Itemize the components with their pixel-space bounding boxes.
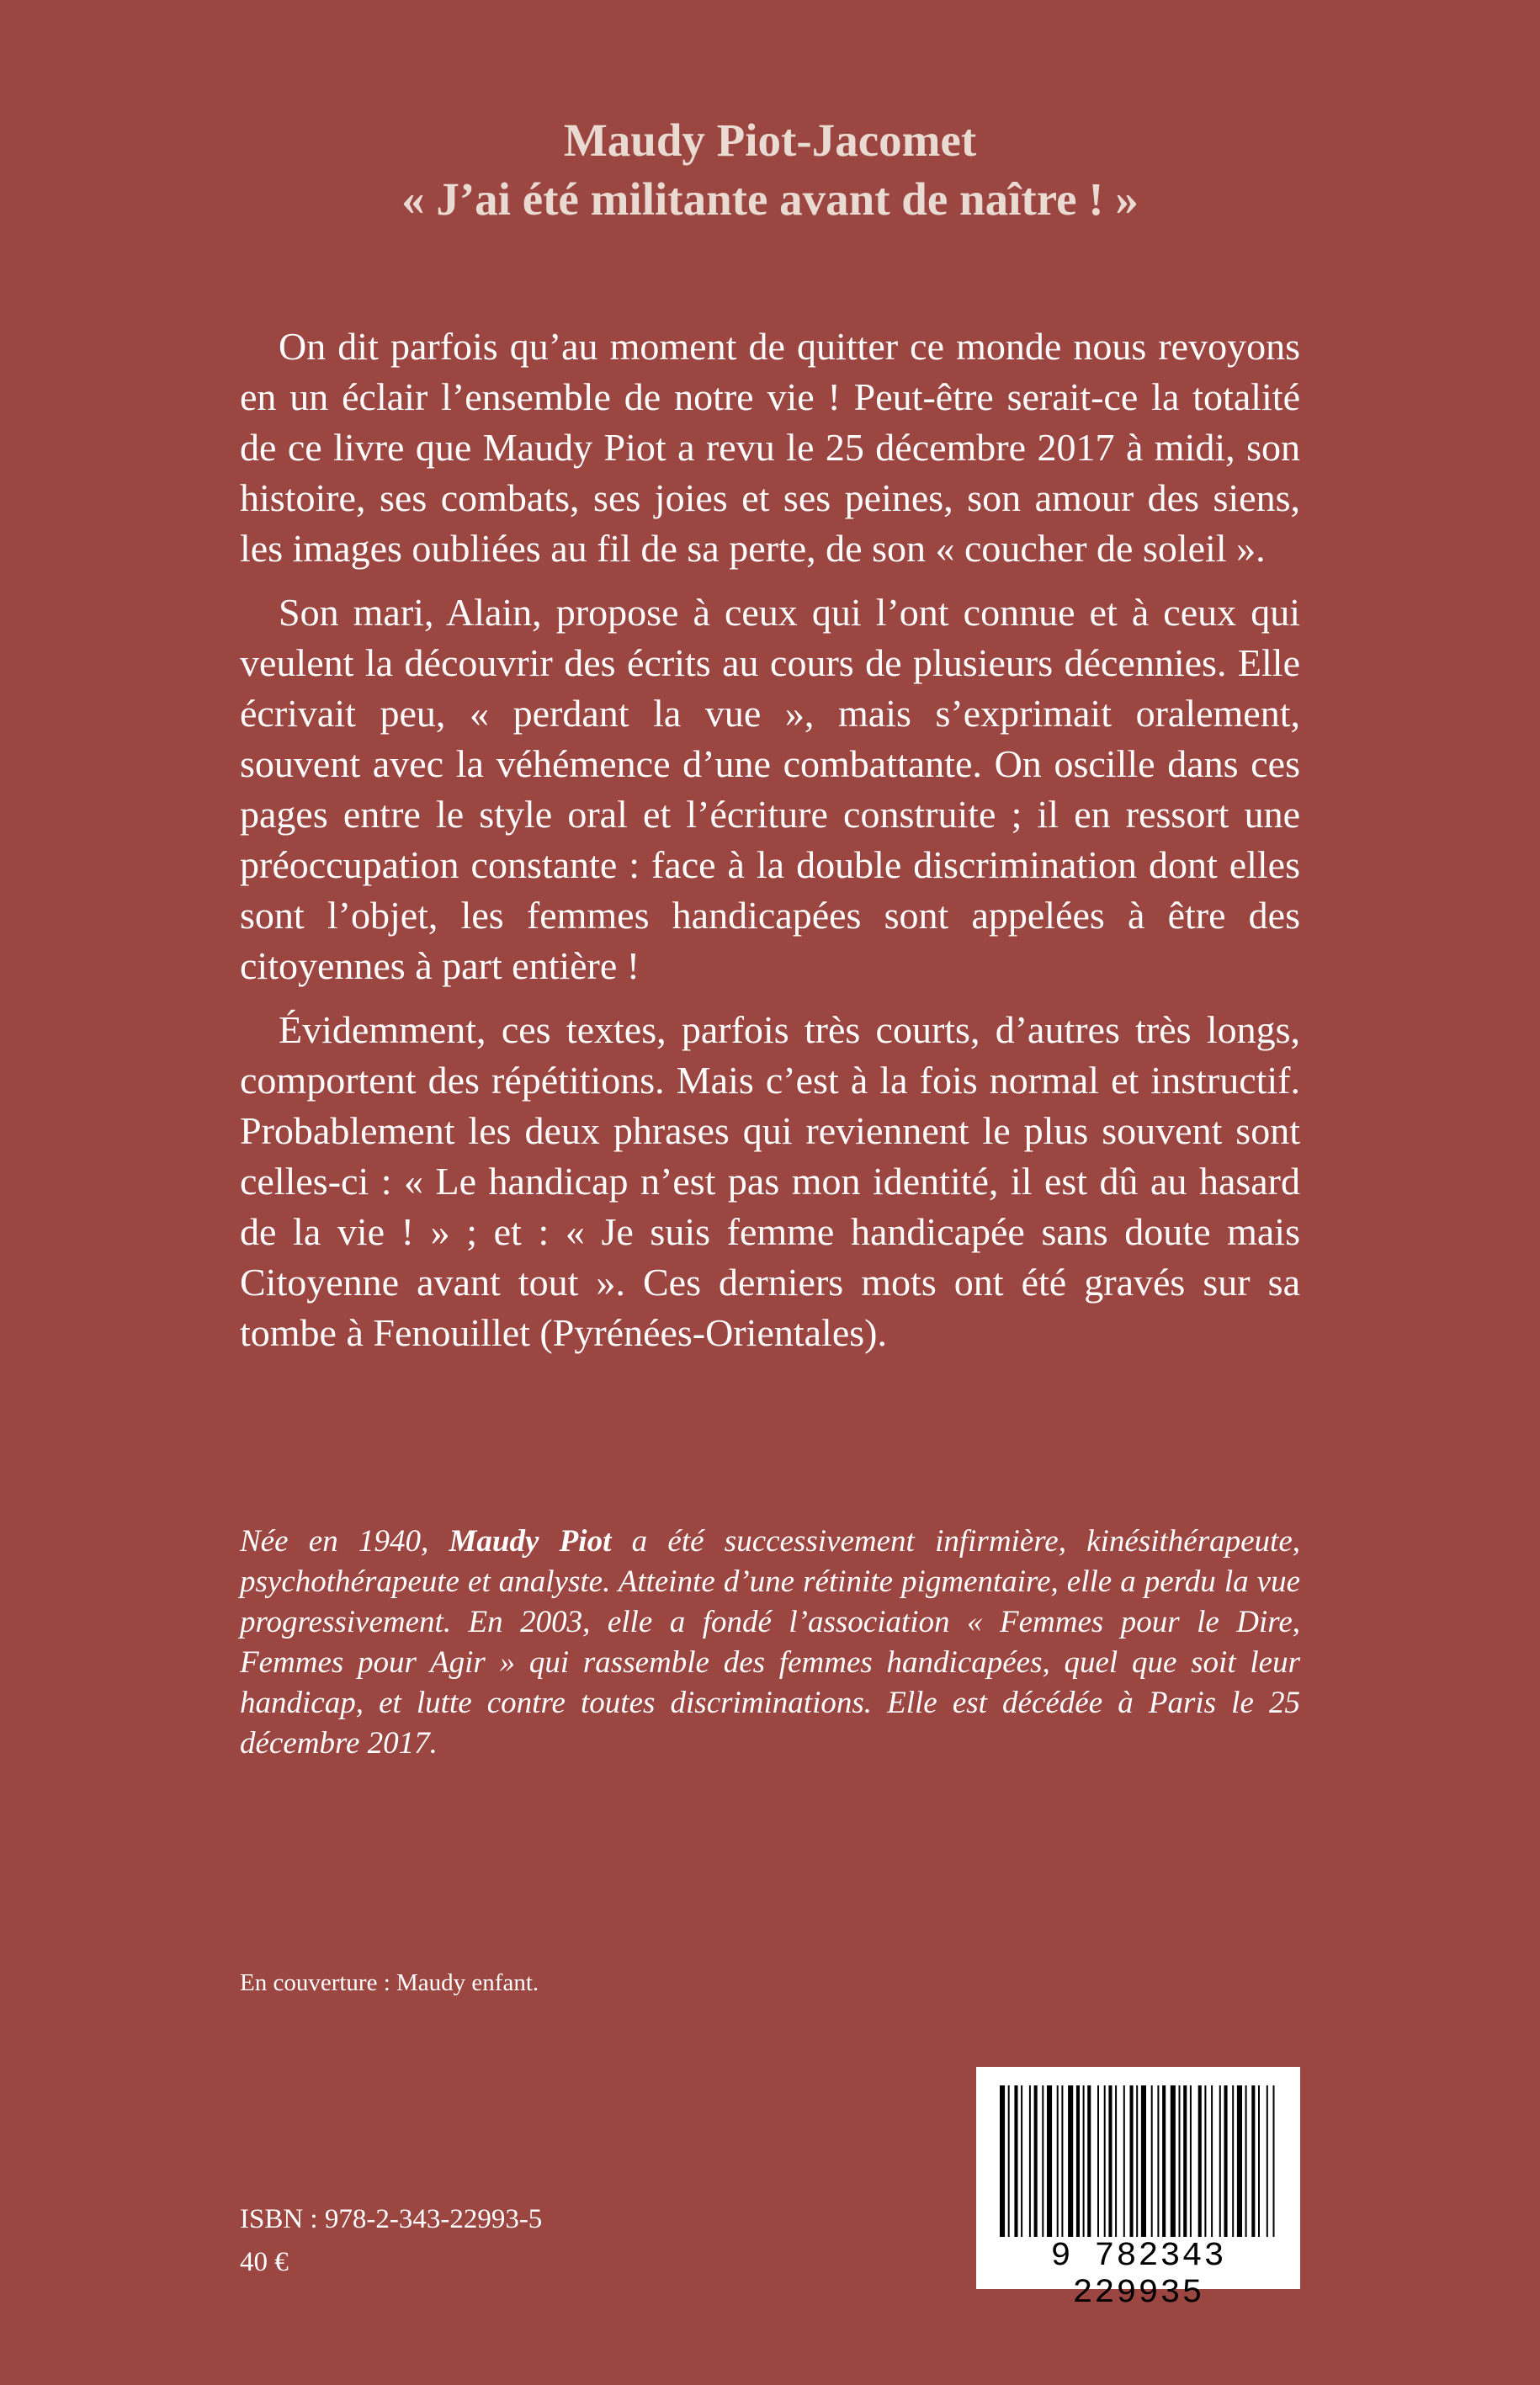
- barcode-bar: [1087, 2085, 1091, 2237]
- book-title-block: [0, 111, 1540, 229]
- blurb-paragraph-2: Son mari, Alain, propose à ceux qui l’ont connue et à ceux qui veulent la découvrir des écrits au cours de plusieurs décennies. Elle écrivait peu, « perdant la vue », mais s’exprimait oralement, souvent avec la véhémence d’une combattante. On oscille dans ces pages entre le style oral et l’écriture construite ; il en ressort une préoccupation constante : face à la double discrimination dont elles sont l’objet, les femmes handicapées sont appelées à être des citoyennes à part entière !: [240, 591, 1300, 987]
- cover-credit: En couverture : Maudy enfant.: [240, 1969, 539, 1996]
- barcode-bar: [1034, 2085, 1038, 2237]
- barcode-bar: [1047, 2085, 1052, 2237]
- barcode-digits: 9 782343 229935: [1050, 2238, 1226, 2313]
- barcode-bar: [1000, 2085, 1005, 2237]
- barcode-bar: [1021, 2085, 1022, 2237]
- barcode-bar: [1219, 2085, 1221, 2237]
- barcode-bar: [1083, 2085, 1085, 2237]
- blurb-paragraph-1: On dit parfois qu’au moment de quitter ce monde nous revoyons en un éclair l’ensemble de notre vie ! Peut-être serait-ce la totalité de ce livre que Maudy Piot a revu le 25 décembre 2017 à midi, son histoire, ses combats, ses joies et ses peines, son amour des siens, les images oubliées au fil de sa perte, de son « coucher de soleil ».: [240, 325, 1300, 570]
- barcode-bar: [1123, 2085, 1125, 2237]
- barcode-bar: [1076, 2085, 1080, 2237]
- barcode-bar: [1068, 2085, 1073, 2237]
- bio-author-name: Maudy Piot: [449, 1524, 612, 1559]
- barcode-bar: [1104, 2085, 1106, 2237]
- barcode-bar: [1183, 2085, 1187, 2237]
- barcode-bar: [1171, 2085, 1176, 2237]
- barcode-bar: [1136, 2085, 1138, 2237]
- barcode-bar: [1014, 2085, 1017, 2237]
- barcode-bar: [1245, 2085, 1247, 2237]
- barcode-bars: [976, 2067, 1300, 2244]
- price: 40 €: [240, 2247, 289, 2277]
- barcode-bar: [1115, 2085, 1117, 2237]
- book-subtitle: « J’ai été militante avant de naître ! »: [401, 173, 1139, 225]
- barcode: [976, 2067, 1300, 2313]
- barcode-bar: [1029, 2085, 1031, 2237]
- barcode-bar: [1061, 2085, 1063, 2237]
- barcode-bar: [1273, 2085, 1275, 2237]
- barcode-bar: [1258, 2085, 1260, 2237]
- barcode-bar: [1232, 2085, 1234, 2237]
- barcode-bar: [1141, 2085, 1146, 2237]
- barcode-bar: [1224, 2085, 1228, 2237]
- barcode-bar: [1267, 2085, 1268, 2237]
- barcode-bar: [1204, 2085, 1206, 2237]
- barcode-bar: [1251, 2085, 1255, 2237]
- barcode-bar: [1042, 2085, 1043, 2237]
- barcode-bar: [1190, 2085, 1192, 2237]
- back-cover-blurb: [240, 321, 1300, 1372]
- barcode-bar: [1008, 2085, 1010, 2237]
- isbn: ISBN : 978-2-343-22993-5: [240, 2204, 543, 2234]
- barcode-bar: [1162, 2085, 1166, 2237]
- bio-text: a été successivement infirmière, kinésithérapeute, psychothérapeute et analyste. Atteinte d’une rétinite pigmentaire, elle a perdu la vue progressivement. En 2003, elle a fondé l’association « Femmes pour le Dire, Femmes pour Agir » qui rassemble des femmes handicapées, quel que soit leur handicap, et lutte contre toutes discriminations. Elle est décédée à Paris le 25 décembre 2017.: [240, 1524, 1300, 1761]
- barcode-bar: [1097, 2085, 1099, 2237]
- barcode-bar: [1130, 2085, 1134, 2237]
- barcode-bar: [1198, 2085, 1202, 2237]
- barcode-bar: [1211, 2085, 1213, 2237]
- barcode-bar: [1108, 2085, 1112, 2237]
- barcode-bar: [1237, 2085, 1242, 2237]
- barcode-bar: [1157, 2085, 1159, 2237]
- blurb-paragraph-3: Évidemment, ces textes, parfois très courts, d’autres très longs, comportent des répétitions. Mais c’est à la fois normal et instructif. Probablement les deux phrases qui reviennent le plus souvent sont celles-ci : « Le handicap n’est pas mon identité, il est dû au hasard de la vie ! » ; et : « Je suis femme handicapée sans doute mais Citoyenne avant tout ». Ces derniers mots ont été gravés sur sa tombe à Fenouillet (Pyrénées-Orientales).: [240, 1008, 1300, 1354]
- author-name: Maudy Piot-Jacomet: [563, 114, 977, 166]
- barcode-bar: [1179, 2085, 1181, 2237]
- barcode-bar: [1151, 2085, 1153, 2237]
- bio-prefix: Née en 1940,: [240, 1524, 449, 1559]
- barcode-bar: [1057, 2085, 1059, 2237]
- author-bio: [240, 1522, 1300, 1764]
